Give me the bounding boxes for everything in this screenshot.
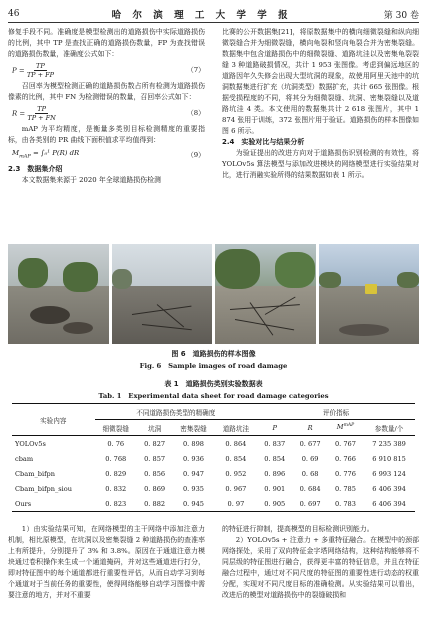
paragraph: 召回率为模型检测正确的道路损伤数占所有检测为道路损伤像素的比例，其中 FN 为检测错误的数量，召回率公式如下： (8, 82, 205, 101)
road-photo-fine-crack (112, 244, 213, 344)
table-cell: 0. 677 (299, 439, 321, 448)
table-cell: 0. 882 (137, 496, 172, 512)
figure-caption-cn: 图 6 道路损伤的样本图像 (171, 350, 256, 358)
table-row (12, 496, 415, 512)
column-header: R (292, 420, 327, 436)
formula-rhs: = ∫₀¹ P(R) dR (30, 149, 80, 157)
table-cell: 0. 785 (334, 484, 356, 493)
table-cell: 0. 832 (105, 484, 127, 493)
table-row (12, 481, 415, 496)
table-cell: 0. 869 (144, 484, 166, 493)
paragraph: 1）由实验结果可知，在网络模型的主干网络中添加注意力机制，相比原模型，在坑洞以及密集裂缝 2 种道路损伤的查准率上有所提升，分别提升了 3% 和 3.8%。原因在于通道注意力模块通过卷积操作来生成一个通道掩码，并对这些通道进行打分，即对特征图中的每个通道都进行重要性评估，从而自动学习到每个通道对于当前任务的重要性，使得网络能够自动学习图像中需要注意的地方，并对不重要 (8, 525, 205, 599)
table-row (12, 466, 415, 481)
table-cell: 0. 854 (264, 454, 286, 463)
bottom-left-column (8, 524, 205, 601)
formula-map (8, 148, 205, 162)
table-row (12, 436, 415, 452)
section-heading: 2.4 实验对比与结果分析 (222, 138, 305, 146)
table-cell: 0. 896 (264, 469, 286, 478)
table-cell: 0. 97 (215, 496, 257, 512)
table-cell: 0. 864 (225, 439, 247, 448)
table-cell: 6 993 124 (372, 469, 406, 478)
journal-title: 哈 尔 滨 理 工 大 学 学 报 (111, 10, 292, 21)
column-header: 细微裂缝 (95, 420, 137, 436)
table-cell: 0. 766 (334, 454, 356, 463)
table-corner-header: 实验内容 (12, 404, 95, 436)
table-group-header: 评价指标 (257, 404, 415, 420)
denominator: TP + FN (27, 114, 56, 122)
equation-number: （7） (186, 66, 205, 74)
column-header: $M^{mAP}$ (328, 420, 363, 436)
column-header: 参数量/个 (363, 420, 415, 436)
table-cell: YOLOv5s (15, 439, 46, 448)
table-cell: 0. 827 (144, 439, 166, 448)
table-cell: 6 406 394 (372, 484, 406, 493)
paragraph: 的特征进行抑制，提高模型的目标检测识别能力。 (222, 525, 374, 533)
formula-symbol: M (12, 149, 20, 157)
column-header: 道路坑洼 (215, 420, 257, 436)
table-cell: 0. 935 (182, 484, 204, 493)
road-photo-pothole (8, 244, 109, 344)
table-cell: 0. 768 (105, 454, 127, 463)
table-cell: 0. 901 (264, 484, 286, 493)
road-damage-figure (8, 244, 419, 344)
table-cell: 6 406 394 (363, 496, 415, 512)
formula-fraction (27, 105, 56, 122)
table-cell: 7 235 389 (372, 439, 406, 448)
table-cell: 0. 947 (182, 469, 204, 478)
table-cell: 0. 905 (257, 496, 292, 512)
table-cell: 0. 856 (144, 469, 166, 478)
paragraph: 比赛的公开数据集[21]，将原数据集中的横向细微裂缝和纵向细微裂缝合并为细微裂缝，横向龟裂和竖向龟裂合并为密集裂缝。数据集中包含道路损伤中的细微裂缝、道路坑洼以及密集龟裂裂缝 3 种道路破损情况，共计 1 953 张图像。考虑到偏远地区的道路因年久失修会出现大型坑洞的现象，故使用阿里天池中的坑洞数据集进行扩充（坑洞类型）数据扩充，共计 665 张图像。根据受损程度的不同，将其分为细微裂缝、坑洞、密集裂缝以及道路坑洼 4 类。本文使用的数据集共计 2 618 张图片，其中 1 874 张用于训练，372 张图片用于验证。道路损伤的样本图像如图 6 所示。 (222, 28, 419, 135)
table-group-header: 不同道路损伤类型的精确度 (95, 404, 258, 420)
column-header: P (257, 420, 292, 436)
table-cell: 0. 783 (328, 496, 363, 512)
paragraph: 为验证提出的改进方向对于道路损伤识别检测的有效性，将 YOLOv5s 算法模型与添加改进模块的网络模型进行实验结果对比，进行消融实验所得的结果数据如表 1 所示。 (222, 149, 419, 179)
section-heading: 2.3 数据集介绍 (8, 165, 63, 174)
table-cell: 0. 684 (299, 484, 321, 493)
table-cell: 0. 76 (107, 439, 125, 448)
table-cell: 0. 854 (225, 454, 247, 463)
column-header: 密集裂缝 (172, 420, 214, 436)
paragraph: 本文数据集来源于 2020 年全球道路损伤检测 (21, 176, 161, 185)
left-column (8, 27, 205, 186)
table-cell: 0. 69 (301, 454, 319, 463)
formula-fraction (27, 62, 54, 79)
table-caption-cn: 表 1 道路损伤类别实验数据表 (164, 380, 263, 388)
table-cell: 0. 952 (225, 469, 247, 478)
equation-number: （9） (186, 150, 205, 159)
volume-label: 第 30 卷 (383, 10, 419, 21)
equation-number: （8） (186, 109, 205, 117)
paragraph: 修复手段不同。准确度是模型检测出的道路损伤中实际道路损伤的比例，其中 TP 是查找正确的道路损伤数量，FP 为查找错误的道路损伤数量，准确度公式如下： (8, 28, 205, 58)
table-cell: 0. 767 (334, 439, 356, 448)
table-row (12, 451, 415, 466)
table-cell: 0. 837 (264, 439, 286, 448)
table-cell: 0. 776 (334, 469, 356, 478)
table-cell: 0. 857 (144, 454, 166, 463)
table-cell: 0. 829 (105, 469, 127, 478)
table-cell: cbam (15, 454, 34, 463)
paragraph: mAP 为平均精度，是衡量多类别目标检测精度的重要指标，由各类别的 PR 曲线下面积值求平均值得到： (8, 125, 205, 144)
formula-precision (8, 62, 205, 79)
table-cell: 0. 898 (182, 439, 204, 448)
table-cell: 0. 823 (95, 496, 137, 512)
table-cell: 0. 936 (182, 454, 204, 463)
denominator: TP + FP (26, 71, 54, 79)
table-cell: 0. 697 (292, 496, 327, 512)
experiment-table (12, 403, 415, 512)
right-column (222, 27, 419, 181)
formula-lhs: P = (12, 66, 25, 75)
table-cell: 6 910 815 (372, 454, 406, 463)
paragraph: 2）YOLOv5s + 注意力 + 多重特征融合。在模型中的颈部网络探处，采用了双向特征金字塔网络结构，这种结构能够将不同层级的特征图进行融合，获得更丰富的特征信息，并且在特征融合过程中，通过对不同尺度的特征图的重要性进行动态的权重分配，实现对不同尺度目标的准确检测。从实验结果可以看出，改进后的模型对道路损伤中的裂缝破损和 (222, 536, 419, 599)
formula-lhs: R = (12, 109, 26, 118)
bottom-right-column (222, 524, 419, 601)
page-header (8, 6, 419, 23)
table-cell: 0. 967 (225, 484, 247, 493)
page-number: 46 (8, 9, 20, 19)
figure-caption-en: Fig. 6 Sample images of road damage (139, 362, 288, 370)
numerator: TP (36, 62, 45, 70)
road-photo-dense-crack (215, 244, 316, 344)
table-cell: Cbam_bifpn_siou (15, 484, 72, 493)
formula-subscript: mAP (19, 153, 31, 160)
table-cell: Ours (12, 496, 95, 512)
formula-recall (8, 105, 205, 122)
table-cell: Cbam_bifpn (15, 469, 55, 478)
table-caption-en: Tab. 1 Experimental data sheet for road damage categories (98, 392, 329, 400)
table-cell: 0. 68 (301, 469, 319, 478)
column-header: 坑洞 (137, 420, 172, 436)
table-cell: 0. 945 (172, 496, 214, 512)
road-photo-road-hollow (319, 244, 420, 344)
numerator: TP (37, 105, 46, 113)
